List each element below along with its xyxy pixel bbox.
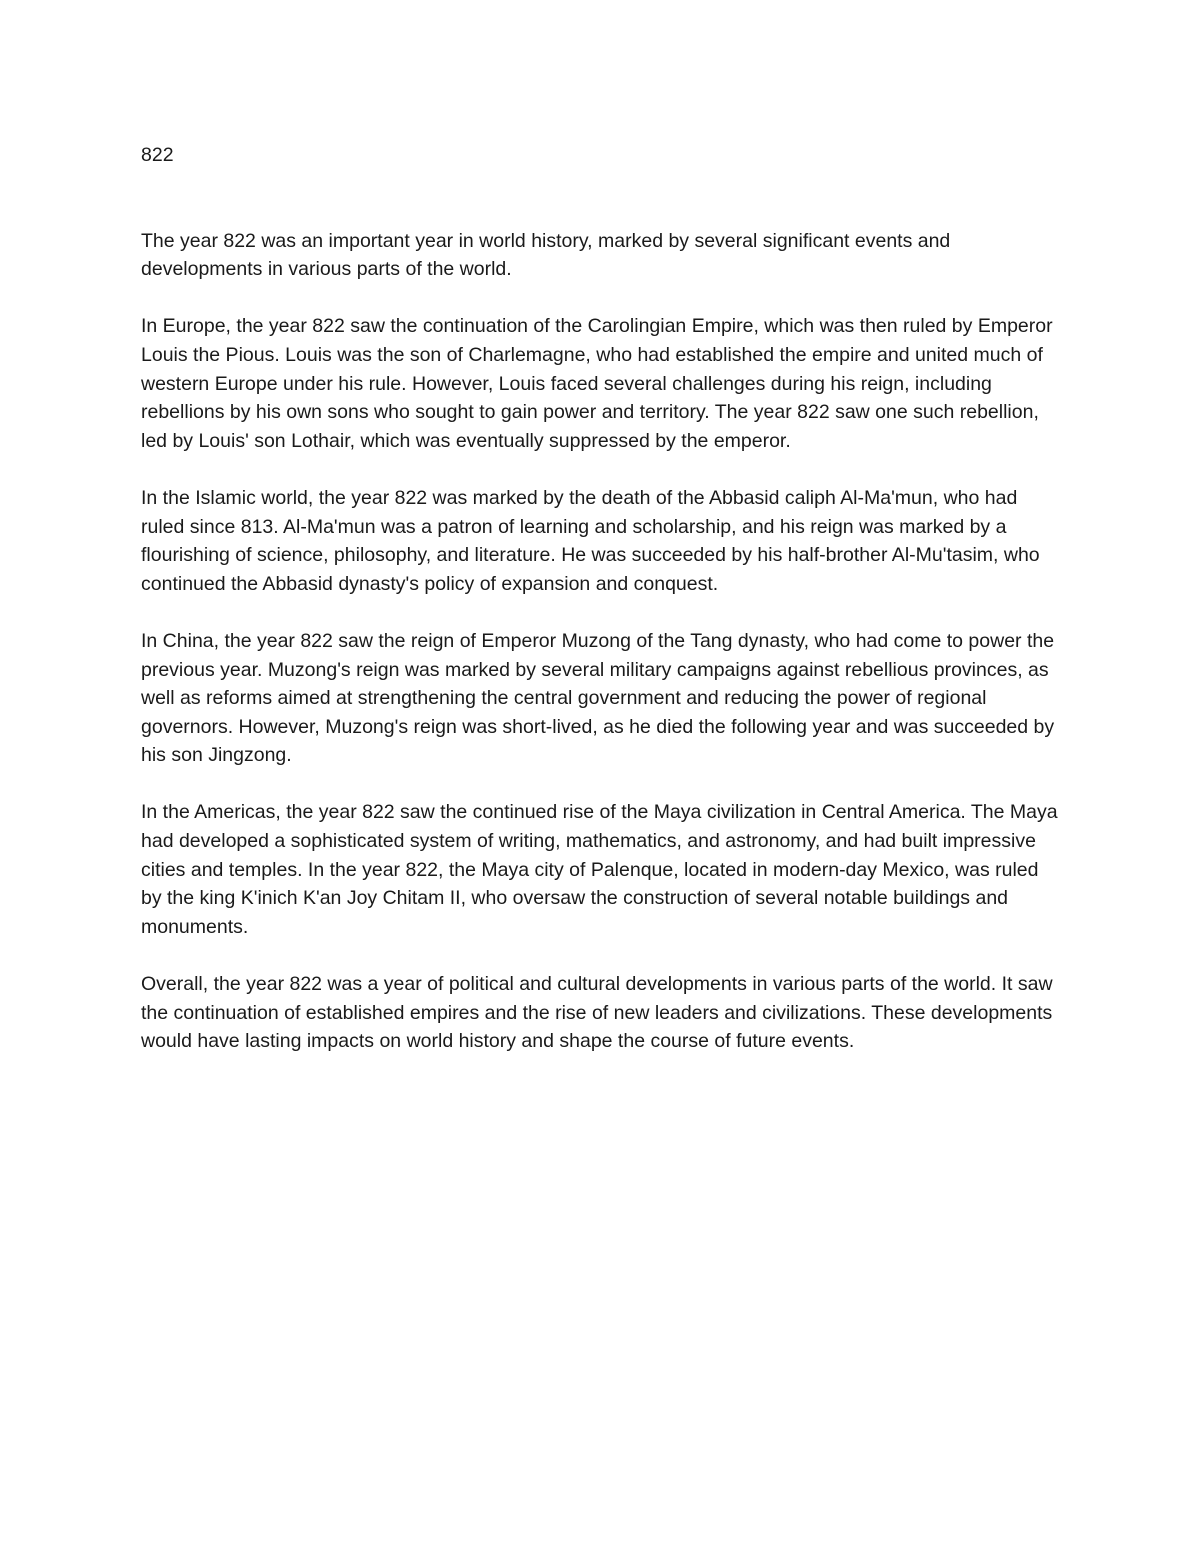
paragraph-intro: The year 822 was an important year in world history, marked by several significant events and developments in various parts of the world. (141, 229, 951, 281)
paragraph-europe: In Europe, the year 822 saw the continuation of the Carolingian Empire, which was then ruled by Emperor Louis the Pious. Louis was the son of Charlemagne, who had established the empire and united much of western Europe under his rule. However, Louis faced several challenges during his reign, including rebellions by his own sons who sought to gain power and territory. The year 822 saw one such rebellion, led by Louis' son Lothair, which was eventually suppressed by the emperor. (141, 315, 1053, 452)
paragraph-china: In China, the year 822 saw the reign of Emperor Muzong of the Tang dynasty, who had come to power the previous year. Muzong's reign was marked by several military campaigns against rebellious provinces, as well as reforms aimed at strengthening the central government and reducing the power of regional governors. However, Muzong's reign was short-lived, as he died the following year and was succeeded by his son Jingzong. (141, 629, 1055, 767)
document-title: 822 (141, 144, 174, 166)
paragraph-conclusion: Overall, the year 822 was a year of political and cultural developments in various parts of the world. It saw the continuation of established empires and the rise of new leaders and civilizations. These developments would have lasting impacts on world history and shape the course of future events. (141, 973, 1053, 1053)
document-body (141, 141, 1061, 1084)
paragraph-islamic-world: In the Islamic world, the year 822 was marked by the death of the Abbasid caliph Al-Ma'mun, who had ruled since 813. Al-Ma'mun was a patron of learning and scholarship, and his reign was marked by a flourishing of science, philosophy, and literature. He was succeeded by his half-brother Al-Mu'tasim, who continued the Abbasid dynasty's policy of expansion and conquest. (141, 486, 1040, 595)
title-spacing (141, 170, 1061, 227)
paragraph-americas: In the Americas, the year 822 saw the continued rise of the Maya civilization in Central America. The Maya had developed a sophisticated system of writing, mathematics, and astronomy, and had built impressive cities and temples. In the year 822, the Maya city of Palenque, located in modern-day Mexico, was ruled by the king K'inich K'an Joy Chitam II, who oversaw the construction of several notable buildings and monuments. (141, 801, 1058, 938)
